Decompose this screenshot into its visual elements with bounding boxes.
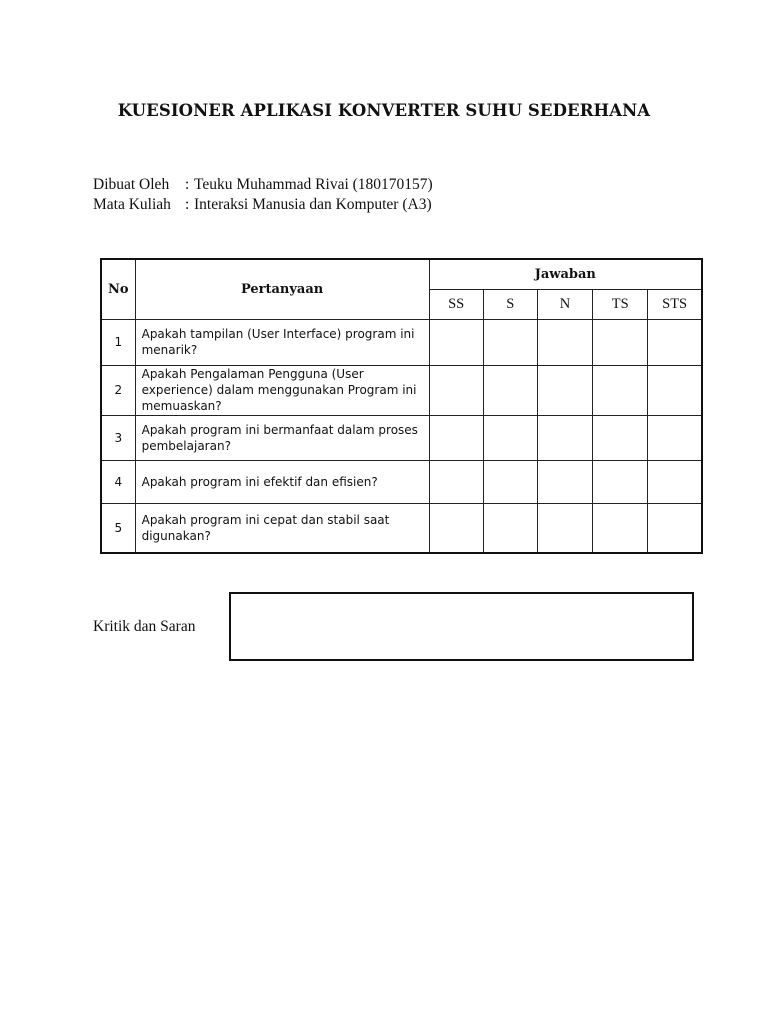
header-no: No	[101, 259, 135, 319]
meta-row-author	[93, 175, 433, 195]
answer-cell-n[interactable]	[537, 503, 592, 553]
meta-course-value: Interaksi Manusia dan Komputer (A3)	[194, 196, 432, 213]
answer-cell-ss[interactable]	[429, 503, 483, 553]
option-s: S	[483, 289, 537, 319]
meta-author-label: Dibuat Oleh	[93, 176, 170, 193]
meta-separator: :	[185, 176, 190, 193]
answer-cell-ts[interactable]	[593, 415, 648, 460]
row-number: 4	[101, 460, 135, 503]
row-number: 1	[101, 319, 135, 365]
questionnaire-table	[100, 258, 703, 554]
answer-cell-ts[interactable]	[593, 319, 648, 365]
question-line: Apakah program ini cepat dan stabil saat	[141, 512, 390, 527]
table-row	[101, 503, 702, 553]
row-number: 2	[101, 365, 135, 415]
answer-cell-s[interactable]	[483, 319, 537, 365]
question-text	[135, 415, 429, 460]
answer-cell-sts[interactable]	[648, 319, 702, 365]
answer-cell-s[interactable]	[483, 415, 537, 460]
question-line: Apakah tampilan (User Interface) program ini	[141, 327, 415, 341]
table-row	[101, 365, 702, 415]
meta-author-value: Teuku Muhammad Rivai (180170157)	[194, 176, 433, 193]
answer-cell-n[interactable]	[537, 319, 592, 365]
question-line: menarik?	[141, 343, 198, 357]
question-line: digunakan?	[141, 528, 211, 543]
question-line: memuaskan?	[141, 399, 222, 413]
question-line: Apakah program ini bermanfaat dalam proses	[141, 422, 418, 437]
table-row	[101, 415, 702, 460]
option-n: N	[537, 289, 592, 319]
header-question: Pertanyaan	[135, 259, 429, 319]
question-text	[135, 319, 429, 365]
row-number: 3	[101, 415, 135, 460]
answer-cell-n[interactable]	[537, 460, 592, 503]
answer-cell-s[interactable]	[483, 460, 537, 503]
option-sts: STS	[648, 289, 702, 319]
answer-cell-s[interactable]	[483, 365, 537, 415]
question-line: pembelajaran?	[141, 438, 231, 453]
meta-separator: :	[185, 196, 190, 213]
meta-course-label: Mata Kuliah	[93, 196, 171, 213]
answer-cell-n[interactable]	[537, 415, 592, 460]
answer-cell-sts[interactable]	[648, 365, 702, 415]
meta-row-course	[93, 195, 433, 215]
feedback-box[interactable]	[229, 592, 694, 661]
feedback-label: Kritik dan Saran	[93, 618, 196, 635]
option-ss: SS	[429, 289, 483, 319]
question-line: Apakah program ini efektif dan efisien?	[141, 474, 378, 489]
answer-cell-ss[interactable]	[429, 365, 483, 415]
answer-cell-ss[interactable]	[429, 415, 483, 460]
page-title: KUESIONER APLIKASI KONVERTER SUHU SEDERHANA	[117, 101, 651, 120]
answer-cell-sts[interactable]	[648, 415, 702, 460]
answer-cell-ts[interactable]	[593, 460, 648, 503]
question-text	[135, 460, 429, 503]
question-line: experience) dalam menggunakan Program ini	[141, 383, 417, 397]
answer-cell-ss[interactable]	[429, 460, 483, 503]
answer-cell-n[interactable]	[537, 365, 592, 415]
document-meta	[93, 175, 433, 215]
answer-cell-ts[interactable]	[593, 503, 648, 553]
question-line: Apakah Pengalaman Pengguna (User	[141, 367, 364, 381]
table-row	[101, 319, 702, 365]
option-ts: TS	[593, 289, 648, 319]
answer-cell-s[interactable]	[483, 503, 537, 553]
answer-cell-sts[interactable]	[648, 460, 702, 503]
answer-cell-sts[interactable]	[648, 503, 702, 553]
question-text	[135, 365, 429, 415]
header-answer: Jawaban	[429, 259, 702, 289]
answer-cell-ss[interactable]	[429, 319, 483, 365]
question-text	[135, 503, 429, 553]
row-number: 5	[101, 503, 135, 553]
answer-cell-ts[interactable]	[593, 365, 648, 415]
table-row	[101, 460, 702, 503]
